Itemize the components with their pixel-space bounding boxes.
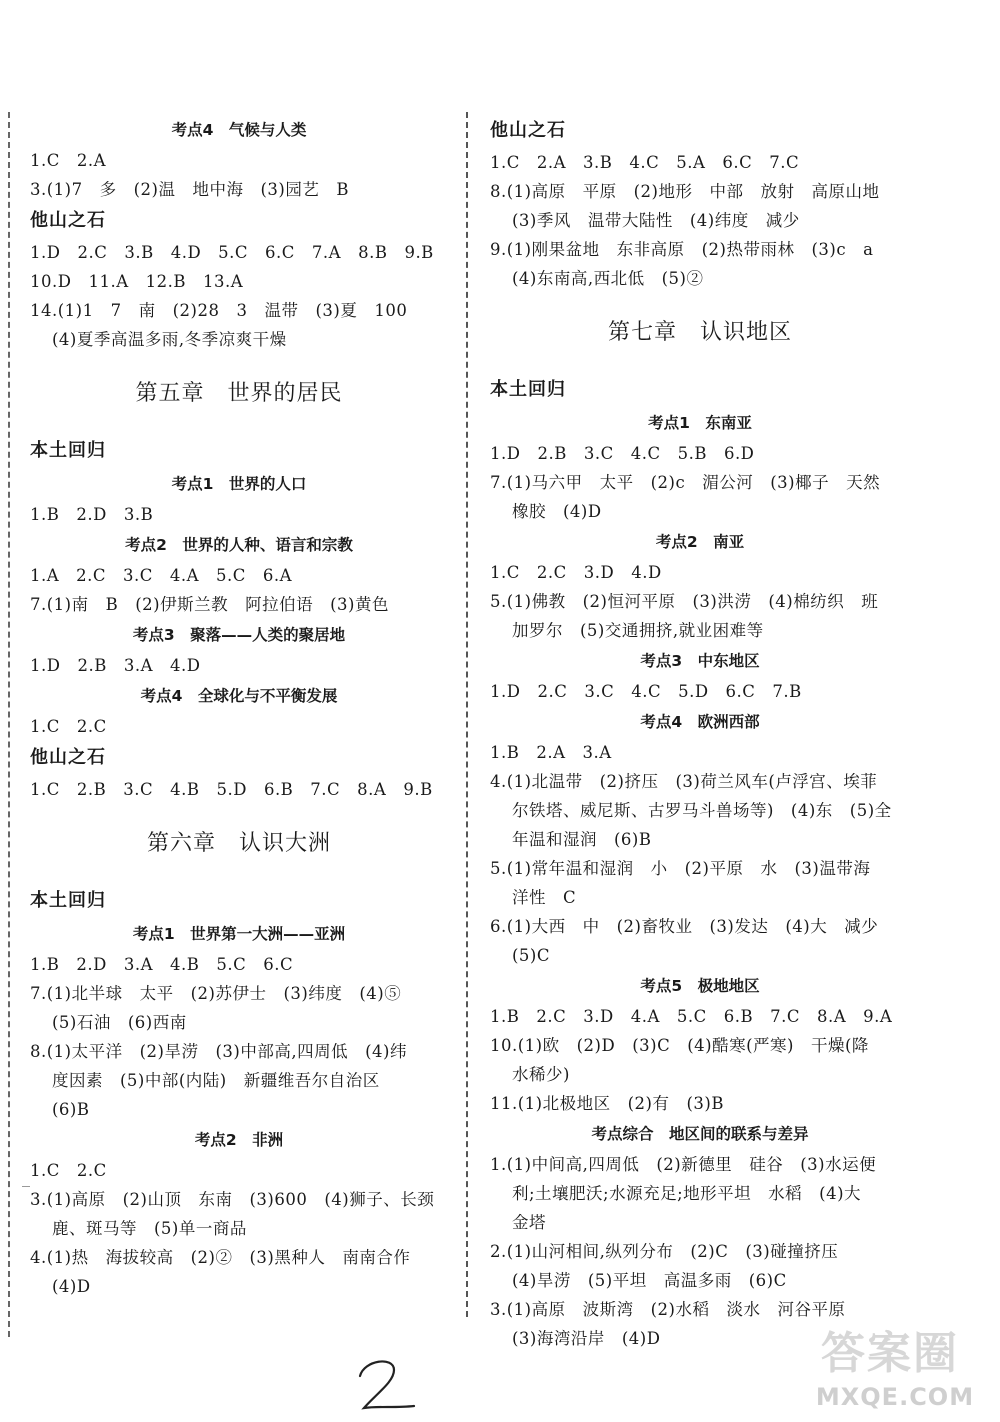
- topic-heading: 考点3 中东地区: [640, 652, 760, 670]
- answer-line: 1.(1)中间高,四周低 (2)新德里 硅谷 (3)水运便: [490, 1155, 877, 1174]
- answer-line: 11.(1)北极地区 (2)有 (3)B: [490, 1094, 724, 1113]
- answer-line: 10.D 11.A 12.B 13.A: [30, 272, 244, 291]
- answer-line: (6)B: [52, 1100, 90, 1119]
- topic-heading: 考点5 极地地区: [640, 977, 760, 995]
- answer-line: 10.(1)欧 (2)D (3)C (4)酷寒(严寒) 干燥(降: [490, 1036, 869, 1055]
- answer-line: 6.(1)大西 中 (2)畜牧业 (3)发达 (4)大 减少: [490, 917, 879, 936]
- chapter-title: 第六章 认识大洲: [146, 831, 331, 856]
- answer-line: 5.(1)常年温和湿润 小 (2)平原 水 (3)温带海: [490, 859, 871, 878]
- answer-line: 1.D 2.B 3.A 4.D: [30, 656, 201, 675]
- answer-line: 1.B 2.D 3.A 4.B 5.C 6.C: [30, 955, 294, 974]
- answer-line: 年温和湿润 (6)B: [512, 830, 652, 849]
- answer-line: 4.(1)热 海拔较高 (2)② (3)黑种人 南南合作: [30, 1248, 411, 1267]
- answer-line: (4)旱涝 (5)平坦 高温多雨 (6)C: [512, 1271, 787, 1290]
- answer-line: 1.D 2.C 3.C 4.C 5.D 6.C 7.B: [490, 682, 802, 701]
- answer-line: 1.C 2.C: [30, 717, 107, 736]
- handwritten-page-number: [350, 1356, 420, 1416]
- section-heading: 本土回归: [30, 440, 106, 461]
- section-heading: 本土回归: [490, 379, 566, 400]
- watermark-logo: 答案圈: [821, 1328, 959, 1379]
- answer-line: (4)东南高,西北低 (5)②: [512, 269, 704, 288]
- topic-heading: 考点2 非洲: [194, 1131, 284, 1149]
- answer-line: 度因素 (5)中部(内陆) 新疆维吾尔自治区: [52, 1071, 380, 1090]
- section-heading: 他山之石: [30, 747, 106, 768]
- answer-line: 14.(1)1 7 南 (2)28 3 温带 (3)夏 100: [30, 301, 408, 320]
- answer-line: (4)D: [52, 1277, 91, 1296]
- column-divider: [466, 112, 468, 1317]
- answer-line: 水稀少): [512, 1065, 570, 1084]
- answer-line: 橡胶 (4)D: [512, 502, 602, 521]
- answer-line: 8.(1)高原 平原 (2)地形 中部 放射 高原山地: [490, 182, 880, 201]
- answer-line: 1.C 2.B 3.C 4.B 5.D 6.B 7.C 8.A 9.B: [30, 780, 433, 799]
- answer-line: (3)季风 温带大陆性 (4)纬度 减少: [512, 211, 800, 230]
- answer-line: 1.D 2.B 3.C 4.C 5.B 6.D: [490, 444, 755, 463]
- topic-heading: 考点综合 地区间的联系与差异: [591, 1125, 809, 1143]
- answer-line: 尔铁塔、威尼斯、古罗马斗兽场等) (4)东 (5)全: [512, 801, 892, 820]
- chapter-title: 第七章 认识地区: [607, 320, 792, 345]
- watermark-url: MXQE.COM: [815, 1383, 975, 1411]
- section-heading: 他山之石: [490, 120, 566, 141]
- answer-line: 3.(1)高原 波斯湾 (2)水稻 淡水 河谷平原: [490, 1300, 846, 1319]
- watermark: [788, 1328, 993, 1418]
- topic-heading: 考点4 欧洲西部: [640, 713, 760, 731]
- scan-speck: [22, 1186, 30, 1191]
- answer-line: 8.(1)太平洋 (2)旱涝 (3)中部高,四周低 (4)纬: [30, 1042, 407, 1061]
- answer-line: 9.(1)刚果盆地 东非高原 (2)热带雨林 (3)c a: [490, 240, 874, 259]
- answer-line: 7.(1)北半球 太平 (2)苏伊士 (3)纬度 (4)⑤: [30, 984, 402, 1003]
- answer-line: 3.(1)高原 (2)山顶 东南 (3)600 (4)狮子、长颈: [30, 1190, 435, 1209]
- section-heading: 他山之石: [30, 210, 106, 231]
- topic-heading: 考点1 东南亚: [648, 414, 752, 432]
- answer-line: 1.A 2.C 3.C 4.A 5.C 6.A: [30, 566, 293, 585]
- left-margin-dashed-line: [8, 112, 10, 1337]
- answer-line: 加罗尔 (5)交通拥挤,就业困难等: [512, 621, 764, 640]
- answer-line: 1.C 2.C: [30, 1161, 107, 1180]
- topic-heading: 考点3 聚落——人类的聚居地: [132, 626, 346, 644]
- answer-line: (5)石油 (6)西南: [52, 1013, 187, 1032]
- answer-line: 1.C 2.C 3.D 4.D: [490, 563, 662, 582]
- answer-line: 鹿、斑马等 (5)单一商品: [52, 1219, 247, 1238]
- answer-line: 1.D 2.C 3.B 4.D 5.C 6.C 7.A 8.B 9.B: [30, 243, 434, 262]
- topic-heading: 考点2 南亚: [655, 533, 745, 551]
- topic-heading: 考点1 世界的人口: [171, 475, 307, 493]
- answer-line: 金塔: [512, 1213, 546, 1232]
- answer-line: (3)海湾沿岸 (4)D: [512, 1329, 661, 1348]
- answer-line: 1.B 2.D 3.B: [30, 505, 154, 524]
- answer-line: (5)C: [512, 946, 550, 965]
- answer-line: 1.C 2.A: [30, 151, 107, 170]
- topic-heading: 考点4 全球化与不平衡发展: [140, 687, 338, 705]
- answer-line: 1.B 2.C 3.D 4.A 5.C 6.B 7.C 8.A 9.A: [490, 1007, 893, 1026]
- answer-line: 7.(1)南 B (2)伊斯兰教 阿拉伯语 (3)黄色: [30, 595, 389, 614]
- answer-line: (4)夏季高温多雨,冬季凉爽干燥: [52, 330, 287, 349]
- topic-heading: 考点2 世界的人种、语言和宗教: [125, 536, 353, 554]
- topic-heading: 考点4 气候与人类: [171, 121, 307, 139]
- topic-heading: 考点1 世界第一大洲——亚洲: [132, 925, 346, 943]
- right-column: [490, 114, 910, 1353]
- answer-line: 2.(1)山河相间,纵列分布 (2)C (3)碰撞挤压: [490, 1242, 839, 1261]
- left-column: [30, 114, 448, 1301]
- answer-line: 洋性 C: [512, 888, 577, 907]
- answer-line: 5.(1)佛教 (2)恒河平原 (3)洪涝 (4)棉纺织 班: [490, 592, 879, 611]
- answer-line: 3.(1)7 多 (2)温 地中海 (3)园艺 B: [30, 180, 349, 199]
- chapter-title: 第五章 世界的居民: [135, 381, 343, 406]
- section-heading: 本土回归: [30, 890, 106, 911]
- answer-line: 7.(1)马六甲 太平 (2)c 湄公河 (3)椰子 天然: [490, 473, 881, 492]
- answer-line: 利;土壤肥沃;水源充足;地形平坦 水稻 (4)大: [512, 1184, 862, 1203]
- answer-line: 1.C 2.A 3.B 4.C 5.A 6.C 7.C: [490, 153, 800, 172]
- answer-line: 1.B 2.A 3.A: [490, 743, 612, 762]
- answer-line: 4.(1)北温带 (2)挤压 (3)荷兰风车(卢浮宫、埃菲: [490, 772, 878, 791]
